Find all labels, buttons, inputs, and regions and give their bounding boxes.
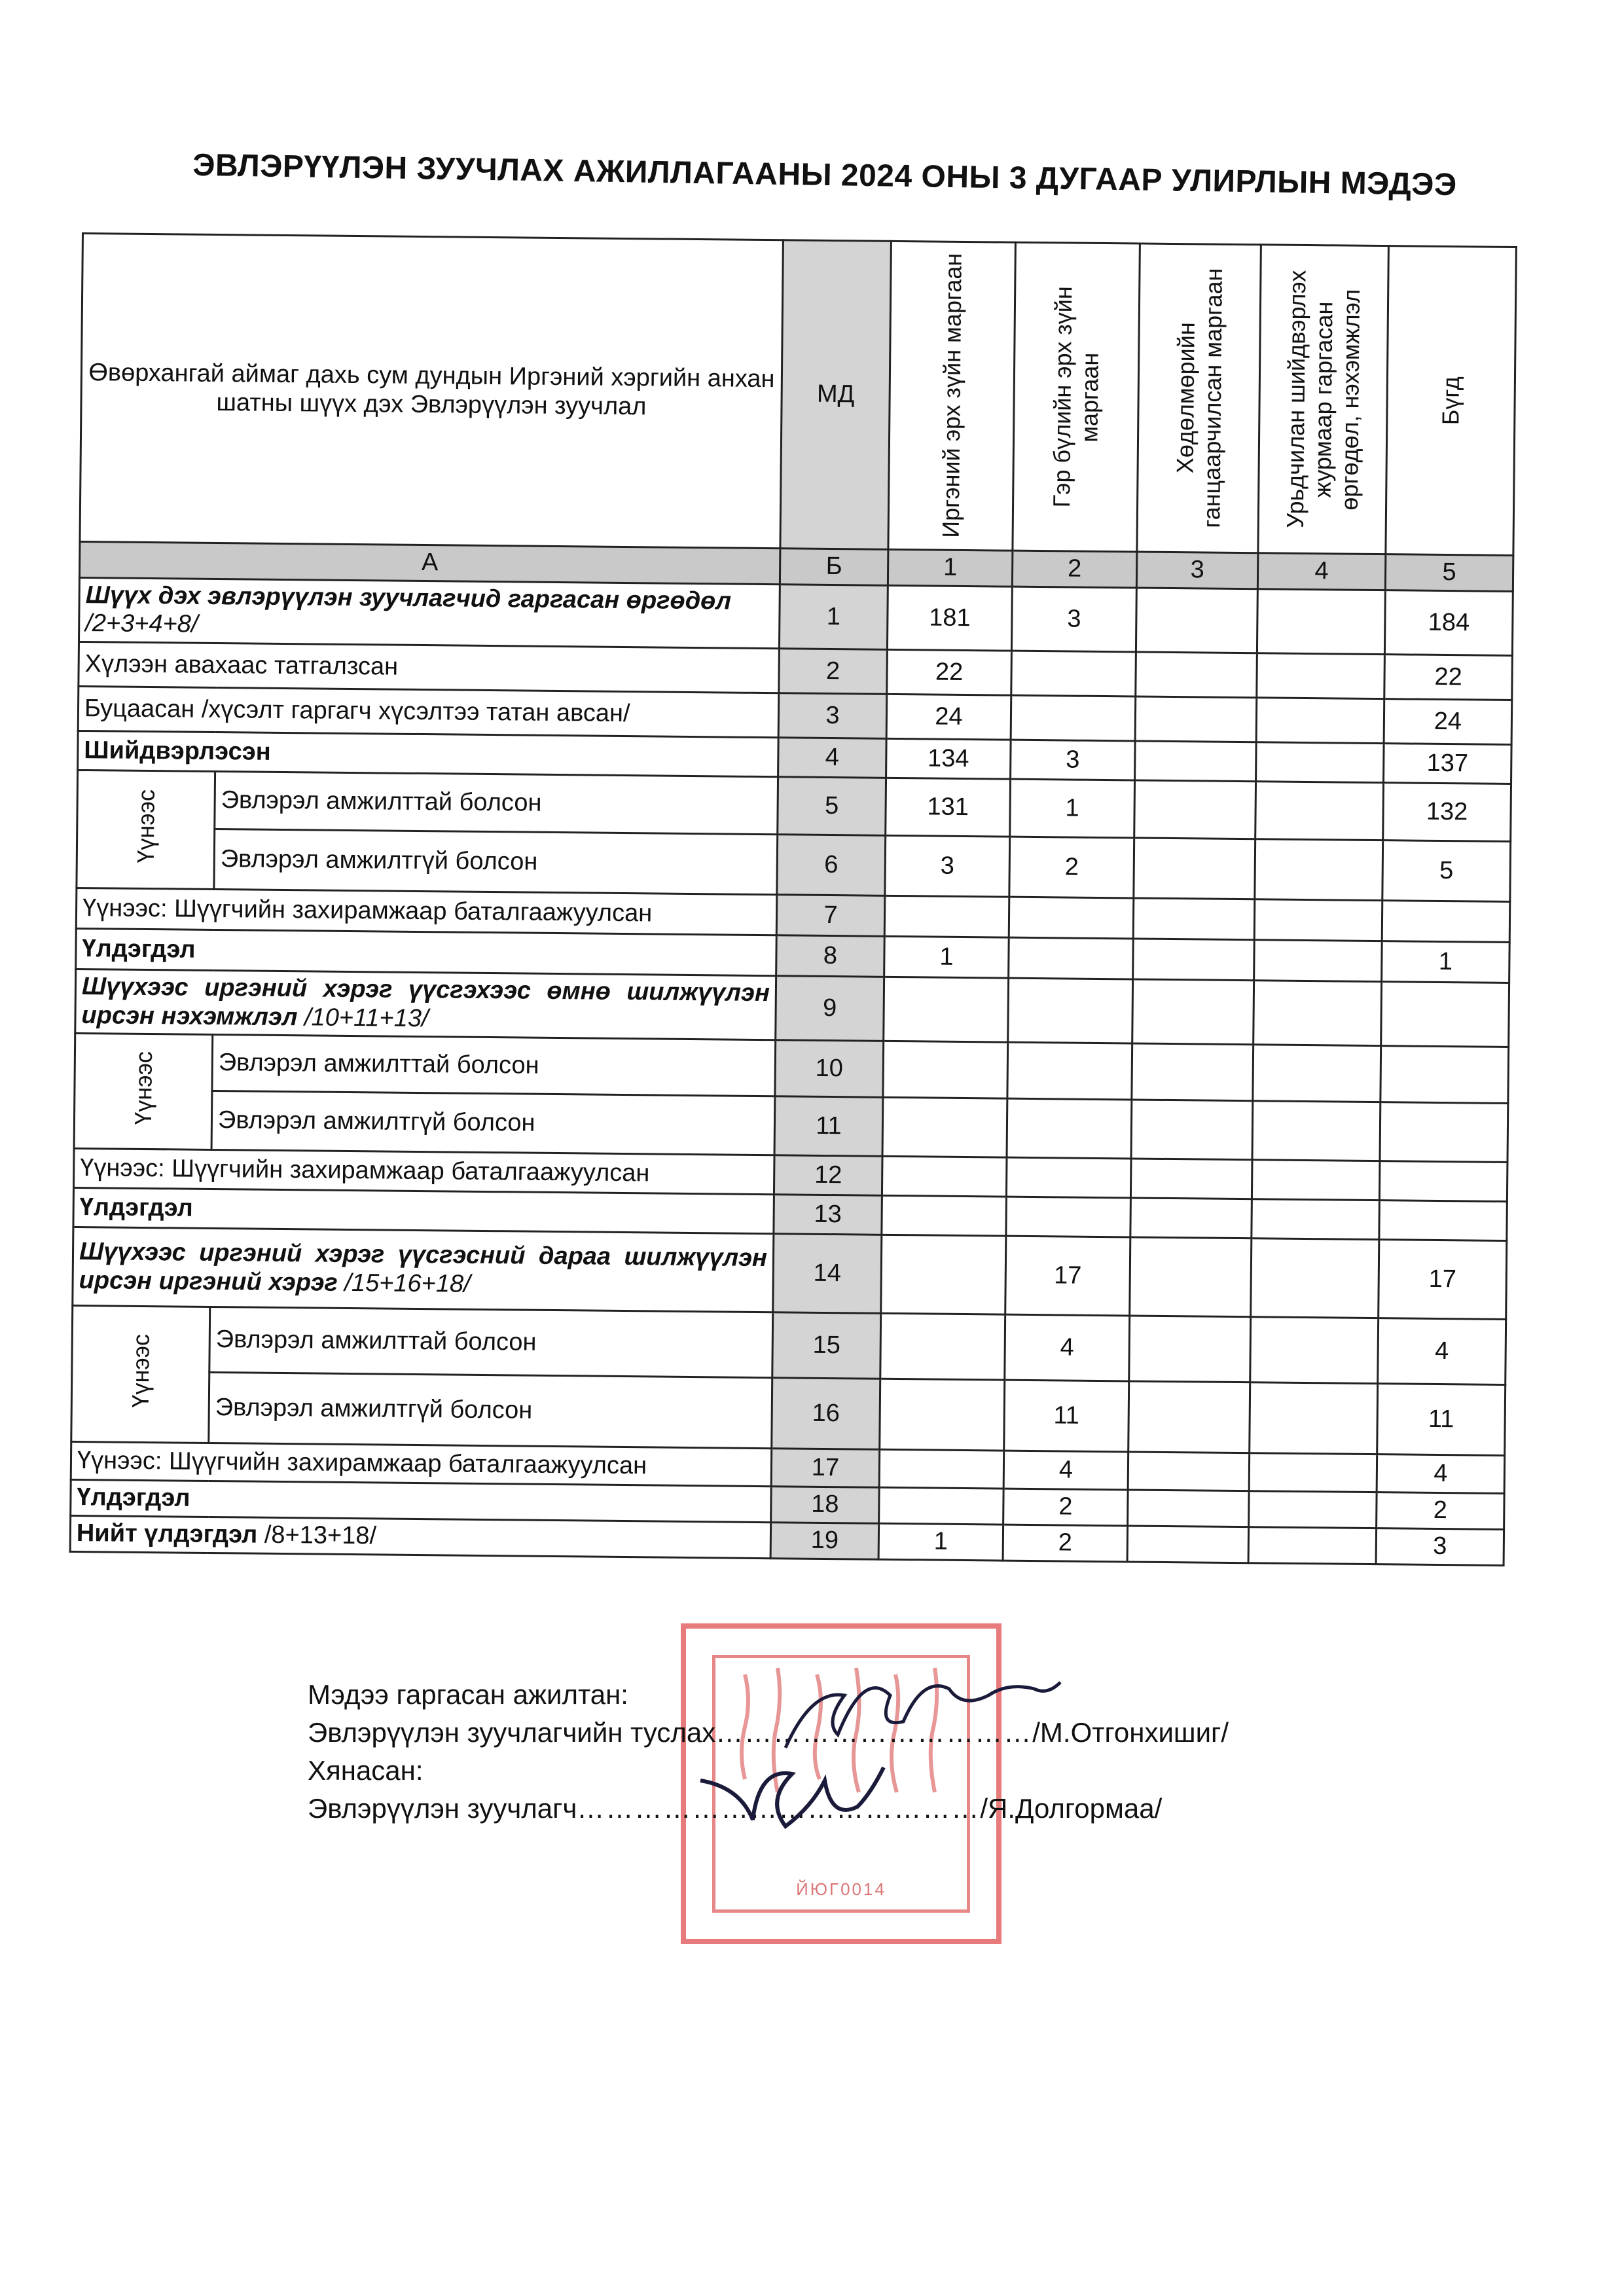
cell-civil [881, 1235, 1006, 1315]
cell-preliminary [1252, 1160, 1380, 1201]
row-description: Үлдэгдэл [71, 1480, 771, 1523]
reviewed-by-label: Хянасан: [308, 1755, 424, 1786]
cell-labor [1131, 1100, 1253, 1160]
row-description: Үлдэгдэл [73, 1188, 774, 1234]
cell-civil [884, 977, 1009, 1042]
cell-total: 1 [1382, 941, 1510, 983]
cell-civil [884, 895, 1009, 937]
row-description: Шүүх дэх эвлэрүүлэн зуучлагчид гаргасан өргөдөл /2+3+4+8/ [79, 577, 780, 649]
mediator-signature [687, 1741, 897, 1846]
cell-labor [1135, 741, 1257, 782]
row-md: 13 [774, 1195, 882, 1235]
row-md: 9 [776, 976, 884, 1041]
row-description: Эвлэрэл амжилттай болсон [212, 1035, 776, 1096]
row-description: Буцаасан /хүсэлт гаргагч хүсэлтээ татан авсан/ [78, 687, 779, 738]
letter-2: 2 [1012, 551, 1137, 588]
cell-preliminary [1252, 1101, 1380, 1161]
cell-preliminary [1250, 1382, 1378, 1455]
row-md: 2 [779, 649, 888, 695]
cell-civil: 1 [884, 936, 1009, 978]
cell-civil: 134 [886, 738, 1011, 779]
cell-family [1006, 1158, 1131, 1199]
cell-total: 184 [1384, 590, 1513, 655]
cell-preliminary [1257, 653, 1385, 699]
col-header-family: Гэр бүлийн эрх зүйн маргаан [1013, 242, 1140, 552]
cell-family [1011, 651, 1136, 696]
cell-labor [1133, 898, 1255, 940]
assistant-name: /М.Отгонхишиг/ [1032, 1717, 1229, 1748]
row-md: 17 [771, 1449, 880, 1488]
cell-total: 132 [1383, 783, 1511, 842]
cell-labor [1128, 1490, 1250, 1527]
prepared-by-label: Мэдээ гаргасан ажилтан: [308, 1679, 628, 1710]
cell-labor [1133, 939, 1255, 981]
cell-total: 11 [1377, 1384, 1506, 1456]
cell-civil: 3 [885, 835, 1010, 897]
md-header: МД [780, 240, 892, 550]
letter-4: 4 [1257, 553, 1386, 590]
cell-total: 2 [1377, 1492, 1505, 1530]
cell-civil [880, 1379, 1005, 1451]
group-label-1: Үүнээс [77, 770, 215, 890]
row-description: Шийдвэрлэсэн [78, 731, 779, 777]
row-md: 10 [775, 1040, 884, 1098]
cell-total [1380, 1102, 1508, 1163]
row-md: 16 [772, 1378, 880, 1450]
cell-preliminary [1248, 1527, 1377, 1564]
cell-family: 17 [1005, 1237, 1130, 1316]
cell-labor [1134, 780, 1256, 839]
row-description: Эвлэрэл амжилтгүй болсон [209, 1373, 772, 1449]
cell-family: 4 [1005, 1315, 1130, 1382]
cell-preliminary [1257, 588, 1385, 654]
row-md: 3 [778, 693, 887, 739]
row-description: Үүнээс: Шүүгчийн захирамжаар баталгаажуулсан [76, 888, 777, 935]
cell-total: 17 [1379, 1240, 1507, 1320]
cell-total [1379, 1161, 1507, 1202]
cell-family [1007, 1099, 1132, 1159]
cell-family [1011, 695, 1136, 741]
cell-family: 2 [1003, 1525, 1128, 1562]
row-md: 11 [774, 1096, 883, 1157]
row-md: 1 [779, 584, 888, 649]
cell-labor [1130, 1237, 1252, 1317]
cell-family [1009, 937, 1134, 979]
stamp-text: ЙЮГ0014 [796, 1879, 886, 1899]
cell-civil: 22 [887, 649, 1012, 695]
cell-preliminary [1254, 899, 1382, 941]
cell-civil [882, 1157, 1007, 1197]
cell-preliminary [1255, 839, 1383, 901]
cell-labor [1128, 1452, 1250, 1491]
desc-header: Өвөрхангай аймаг дахь сум дундын Иргэний хэргийн анхан шатны шүүх дэх Эвлэрүүлэн зуучлал [80, 234, 783, 549]
row-description: Эвлэрэл амжилттай болсон [215, 772, 778, 835]
cell-preliminary [1255, 782, 1384, 840]
cell-civil [879, 1450, 1004, 1489]
row-description: Эвлэрэл амжилтгүй болсон [214, 829, 778, 895]
assistant-title: Эвлэрүүлэн зуучлагчийн туслах [308, 1717, 716, 1748]
cell-preliminary [1250, 1317, 1379, 1384]
cell-preliminary [1253, 1045, 1381, 1102]
cell-preliminary [1249, 1453, 1377, 1492]
cell-family [1007, 1043, 1132, 1100]
cell-civil: 181 [887, 585, 1012, 651]
row-description: Эвлэрэл амжилтгүй болсон [211, 1091, 775, 1155]
row-description: Үлдэгдэл [76, 929, 777, 976]
cell-labor [1136, 652, 1257, 698]
cell-civil [882, 1098, 1007, 1158]
cell-total [1381, 982, 1509, 1047]
cell-labor [1130, 1159, 1252, 1199]
letter-b: Б [780, 549, 888, 585]
cell-family [1006, 1197, 1131, 1238]
cell-total: 4 [1377, 1455, 1505, 1494]
cell-total [1382, 901, 1510, 943]
row-description: Шүүхээс иргэний хэрэг үүсгэхээс өмнө шилжүүлэн ирсэн нэхэмжлэл /10+11+13/ [75, 969, 776, 1041]
cell-total [1379, 1201, 1507, 1241]
cell-total: 3 [1376, 1528, 1504, 1566]
row-md: 19 [770, 1523, 879, 1559]
row-md: 15 [772, 1312, 881, 1379]
col-header-civil: Иргэний эрх зүйн маргаан [888, 241, 1016, 551]
cell-labor [1136, 588, 1257, 653]
cell-preliminary [1254, 981, 1382, 1046]
group-label-3: Үүнээс [71, 1306, 210, 1443]
table-row [71, 1371, 1506, 1456]
cell-labor [1128, 1381, 1250, 1453]
cell-civil [879, 1488, 1004, 1525]
cell-family [1008, 978, 1133, 1043]
row-md: 12 [774, 1155, 882, 1196]
row-description: Хүлээн авахаас татгалзсан [79, 642, 780, 693]
cell-labor [1130, 1198, 1252, 1238]
row-description: Үүнээс: Шүүгчийн захирамжаар баталгаажуулсан [71, 1442, 772, 1487]
cell-family: 3 [1011, 740, 1136, 780]
table-row [73, 1227, 1507, 1320]
cell-preliminary [1251, 1238, 1379, 1318]
col-header-labor: Хөдөлмөрийн ганцаарчилсан маргаан [1137, 244, 1261, 553]
cell-preliminary [1249, 1491, 1377, 1528]
signature-dots: …………………………………… [577, 1793, 981, 1824]
report-table [69, 232, 1517, 1566]
cell-labor [1132, 1043, 1254, 1101]
cell-labor [1135, 696, 1257, 742]
letter-1: 1 [888, 549, 1013, 587]
cell-civil: 131 [886, 778, 1011, 837]
cell-preliminary [1254, 940, 1382, 982]
cell-civil: 1 [878, 1523, 1003, 1561]
col-header-total: Бүгд [1386, 246, 1517, 556]
cell-labor [1129, 1316, 1251, 1382]
signature-dots: …………………………… [715, 1717, 1033, 1748]
cell-family: 3 [1011, 587, 1136, 652]
cell-total: 24 [1384, 699, 1512, 745]
cell-labor [1134, 838, 1255, 899]
cell-family: 2 [1003, 1489, 1128, 1527]
mediator-name: /Я.Долгормаа/ [980, 1793, 1163, 1824]
cell-total: 4 [1378, 1318, 1506, 1385]
group-label-2: Үүнээс [74, 1034, 213, 1150]
cell-preliminary [1256, 742, 1384, 783]
row-md: 4 [778, 738, 887, 778]
row-md: 5 [778, 777, 886, 836]
header-row [80, 234, 1516, 556]
cell-civil: 24 [886, 694, 1011, 740]
letter-a: А [79, 541, 780, 584]
cell-family: 2 [1009, 837, 1134, 898]
row-description: Эвлэрэл амжилттай болсон [209, 1307, 773, 1378]
cell-total: 22 [1384, 655, 1513, 700]
cell-labor [1127, 1526, 1249, 1563]
letter-5: 5 [1385, 554, 1513, 592]
cell-total: 5 [1382, 840, 1511, 902]
cell-family [1009, 897, 1134, 939]
cell-family: 1 [1010, 779, 1135, 838]
row-md: 18 [771, 1487, 880, 1523]
row-description: Нийт үлдэгдэл /8+13+18/ [70, 1516, 770, 1559]
col-header-preliminary: Урьдчилан шийдвэрлэх журмаар гаргасан өргөдөл, нэхэмжлэл [1258, 245, 1389, 554]
cell-labor [1132, 979, 1254, 1045]
cell-civil [883, 1041, 1008, 1099]
cell-total: 137 [1384, 744, 1512, 784]
row-md: 7 [776, 895, 885, 937]
row-md: 14 [773, 1234, 882, 1314]
row-md: 8 [776, 935, 885, 977]
mediator-title: Эвлэрүүлэн зуучлагч [308, 1793, 577, 1824]
cell-family: 4 [1003, 1451, 1128, 1491]
cell-total [1380, 1046, 1509, 1104]
cell-family: 11 [1004, 1381, 1129, 1453]
row-description: Шүүхээс иргэний хэрэг үүсгэсний дараа шилжүүлэн ирсэн иргэний хэрэг /15+16+18/ [73, 1227, 774, 1312]
page-title: ЭВЛЭРҮҮЛЭН ЗУУЧЛАХ АЖИЛЛАГААНЫ 2024 ОНЫ 3 ДУГААР УЛИРЛЫН МЭДЭЭ [192, 147, 1458, 203]
cell-preliminary [1256, 698, 1384, 744]
cell-civil [882, 1196, 1007, 1237]
cell-preliminary [1252, 1199, 1380, 1240]
row-description: Үүнээс: Шүүгчийн захирамжаар баталгаажуулсан [73, 1149, 774, 1195]
letter-3: 3 [1136, 552, 1258, 588]
cell-civil [880, 1314, 1005, 1381]
row-md: 6 [777, 835, 886, 896]
